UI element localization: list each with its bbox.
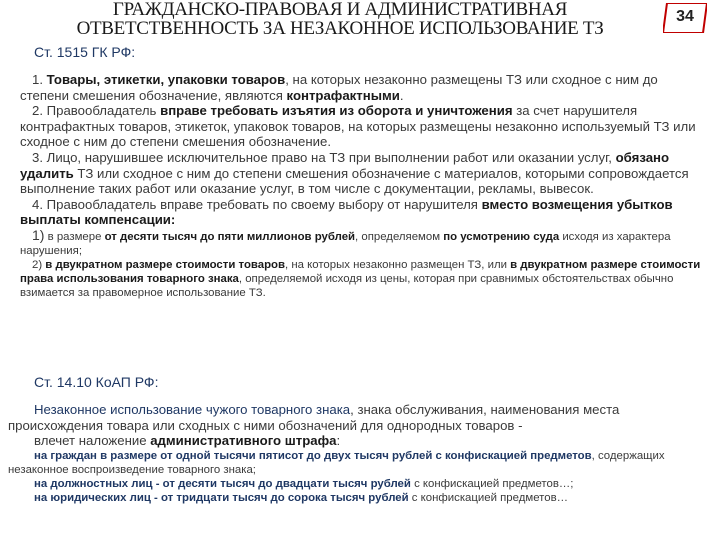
title-line-2: ОТВЕТСТВЕННОСТЬ ЗА НЕЗАКОННОЕ ИСПОЛЬЗОВАНИЕ ТЗ (76, 18, 604, 39)
koap-heading: Ст. 14.10 КоАП РФ: (34, 374, 159, 390)
koap-penalty-legal-entities: на юридических лиц - от тридцати тысяч до сорока тысяч рублей с конфискацией предметов… (34, 491, 569, 504)
koap-section (8, 374, 710, 505)
gk-heading: Ст. 1515 ГК РФ: (34, 44, 136, 60)
koap-offense: Незаконное использование чужого товарного знака, знака обслуживания, наименования места происхождения товара или сходных с ними обозначений для однородных товаров - (8, 402, 620, 433)
gk-section (20, 44, 710, 300)
gk-point-4-1: 1) в размере от десяти тысяч до пяти миллионов рублей, определяемом по усмотрению суда исходя из характера нарушения; (20, 226, 671, 257)
slide-title (20, 0, 660, 38)
gk-point-3: 3. Лицо, нарушившее исключительное право на ТЗ при выполнении работ или оказании услуг, обязано удалить ТЗ или сходное с ним до степени смешения обозначение с материалов, которыми сопровождается выполнение таких работ или оказание услуг, в том числе с документации, рекламы, вывесок. (20, 149, 689, 197)
gk-point-1: 1. Товары, этикетки, упаковки товаров, на которых незаконно размещены ТЗ или сходное с ним до степени смешения обозначение, являются контрафактными. (20, 72, 658, 103)
gk-point-2: 2. Правообладатель вправе требовать изъятия из оборота и уничтожения за счет нарушителя контрафактных товаров, этикеток, упаковок товаров, на которых размещены незаконно используемый ТЗ или сходное с ним до степени смешения обозначение. (20, 103, 696, 150)
title-line-1: ГРАЖДАНСКО-ПРАВОВАЯ И АДМИНИСТРАТИВНАЯ (112, 0, 568, 20)
koap-penalty-citizens: на граждан в размере от одной тысячи пятисот до двух тысяч рублей с конфискацией предметов, содержащих незаконное воспроизведение товарного знака; (8, 449, 665, 476)
gk-point-4: 4. Правообладатель вправе требовать по своему выбору от нарушителя вместо возмещения убытков выплаты компенсации: (20, 196, 673, 228)
slide-number: 34 (676, 8, 694, 25)
gk-point-4-2: 2) в двукратном размере стоимости товаров, на которых незаконно размещен ТЗ, или в двукратном размере стоимости права использования товарного знака, определяемой исходя из цены, которая при сравнимых обстоятельствах обычно взимается за правомерное использование ТЗ. (20, 258, 701, 299)
slide-number-badge (663, 3, 707, 33)
koap-penalty-intro: влечет наложение административного штрафа: (34, 433, 341, 449)
koap-penalty-officials: на должностных лиц - от десяти тысяч до двадцати тысяч рублей с конфискацией предметов…; (34, 477, 574, 490)
